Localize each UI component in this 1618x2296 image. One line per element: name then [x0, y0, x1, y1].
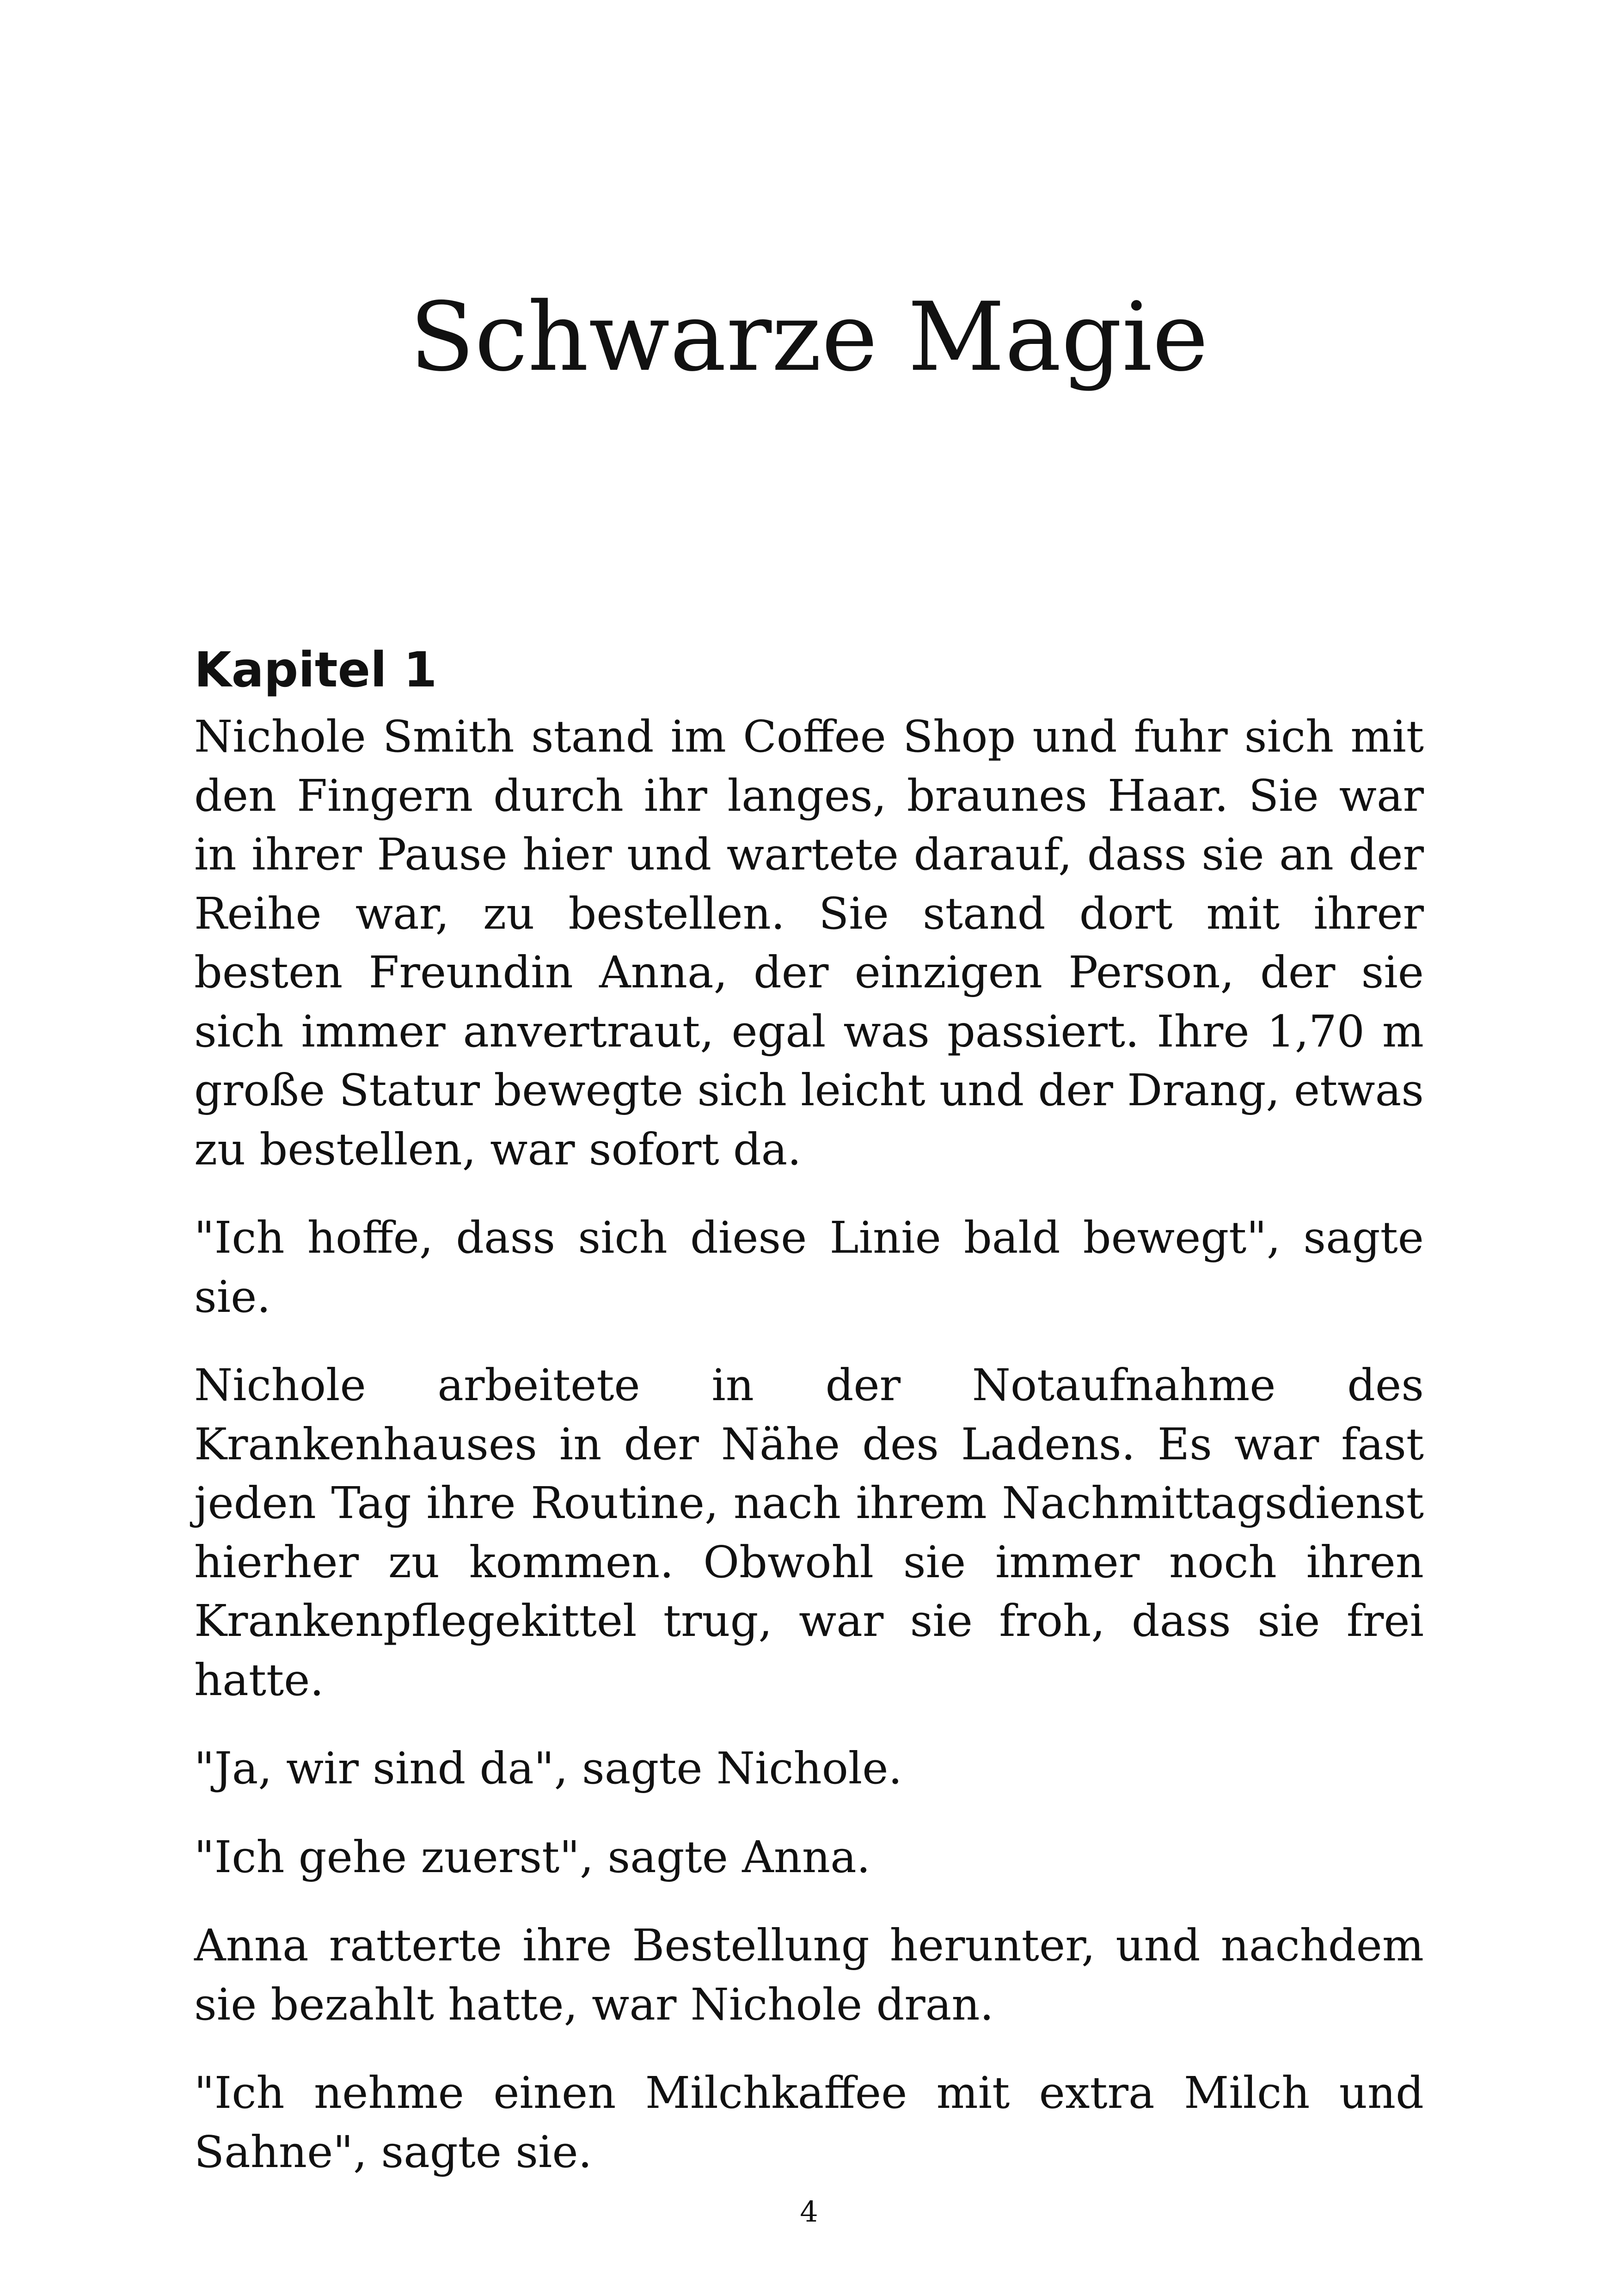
chapter-section	[194, 636, 1424, 2211]
paragraph-2: "Ich hoffe, dass sich diese Linie bald bewegt", sagte sie.	[194, 1212, 1424, 1322]
book-title: Schwarze Magie	[410, 282, 1208, 392]
paragraph-4: "Ja, wir sind da", sagte Nichole.	[194, 1743, 902, 1794]
paragraph-5: "Ich gehe zuerst", sagte Anna.	[194, 1831, 870, 1883]
page-number: 4	[800, 2195, 818, 2229]
paragraph-3: Nichole arbeitete in der Notaufnahme des Krankenhauses in der Nähe des Ladens. Es war fast jeden Tag ihre Routine, nach ihrem Nachmittagsdienst hierher zu kommen. Obwohl sie immer noch ihren Krankenpflegekittel trug, war sie froh, dass sie frei hatte.	[194, 1360, 1424, 1706]
chapter-heading: Kapitel 1	[194, 642, 437, 698]
paragraph-1: Nichole Smith stand im Coffee Shop und fuhr sich mit den Fingern durch ihr langes, braunes Haar. Sie war in ihrer Pause hier und wartete darauf, dass sie an der Reihe war, zu bestellen. Sie stand dort mit ihrer besten Freundin Anna, der einzigen Person, der sie sich immer anvertraut, egal was passiert. Ihre 1,70 m große Statur bewegte sich leicht und der Drang, etwas zu bestellen, war sofort da.	[194, 711, 1424, 1175]
paragraph-6: Anna ratterte ihre Bestellung herunter, und nachdem sie bezahlt hatte, war Nichole dran.	[194, 1920, 1424, 2030]
paragraph-7: "Ich nehme einen Milchkaffee mit extra Milch und Sahne", sagte sie.	[194, 2068, 1424, 2178]
